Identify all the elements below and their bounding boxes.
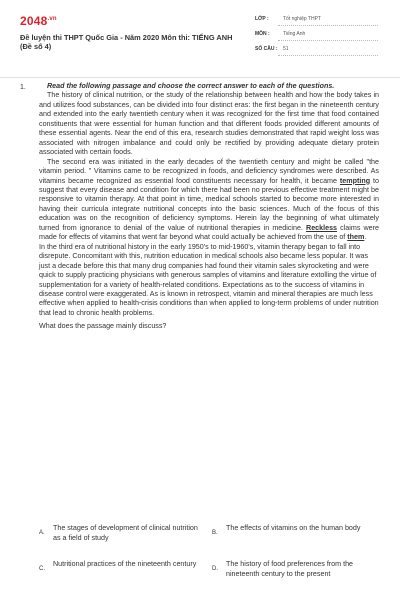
option-text: The history of food preferences from the nineteenth century to the present — [226, 560, 354, 578]
meta-count-key: SỐ CÂU : — [255, 46, 278, 52]
instruction: Read the following passage and choose the correct answer to each of the questions. — [47, 82, 335, 90]
paragraph-text: claims were made for effects of vitamins that went far beyond what could actually be achieved from the use of — [39, 223, 379, 242]
meta-class-value: Tốt nghiệp THPT — [283, 16, 321, 22]
option-text: Nutritional practices of the nineteenth century — [53, 560, 197, 568]
exam-header — [0, 0, 400, 80]
meta-subject — [255, 31, 305, 37]
meta-divider — [278, 55, 378, 56]
paragraph-text: The second era was initiated in the early decades of the twentieth century and might be called "the vitamin period. " Vitamins came to be recognized in foods, and deficiency syndromes were described. As vitamins became recognized as essential food constituents necessary for health, it became — [39, 157, 379, 185]
question-content — [39, 82, 379, 332]
option-letter: A. — [39, 530, 45, 536]
exam-title: Đề luyện thi THPT Quốc Gia - Năm 2020 Môn thi: TIẾNG ANH (Đề số 4) — [20, 33, 233, 51]
highlighted-word-them: them — [347, 233, 365, 242]
option-letter: C. — [39, 566, 45, 572]
question-number: 1. — [20, 84, 26, 91]
option-letter: B. — [212, 530, 218, 536]
meta-count-value: 51 — [283, 46, 289, 52]
paragraph-text: to suggest that every disease and condition for which there had been no previous effective treatment might be responsive to vitamin therapy. At that point in time, medical schools started to become more interested in having their curricula integrate nutritional concepts into the basic sciences. Much of the focus of this education was on the recognition of deficiency symptoms. Herein lay the beginning of what ultimately turned from ignorance to denial of the value of nutritional therapies in medicine. — [39, 176, 379, 232]
meta-class-key: LỚP : — [255, 16, 269, 22]
passage-paragraph-2 — [39, 158, 379, 243]
option-letter: D. — [212, 566, 218, 572]
site-logo[interactable] — [20, 14, 57, 28]
meta-subject-value: Tiếng Anh — [283, 31, 306, 37]
meta-divider — [278, 40, 378, 41]
highlighted-word-tempting: tempting — [339, 176, 371, 185]
logo-suffix: .vn — [47, 16, 57, 22]
passage-paragraph-3: In the third era of nutritional history in the early 1950's to mid-1960's, vitamin therapy began to fall into disrepute. Concomitant with this, nutrition education in medical schools also became less popular. It was just a decade before this that many drug companies had found their vitamin sales skyrocketing and were quick to supply practicing physicians with generous samples of vitamins and literature extolling the virtue of supplementation for a variety of health-related conditions. Expectations as to the success of vitamins in disease control were exaggerated. As is known in retrospect, vitamin and mineral therapies are much less effective when applied to health-crisis conditions than when applied to long-term problems of under nutrition that lead to chronic health problems. — [39, 242, 379, 317]
meta-class — [255, 16, 321, 22]
header-divider — [0, 77, 400, 78]
meta-count — [255, 46, 289, 52]
logo-text: 2048 — [20, 14, 48, 28]
highlighted-word-reckless: Reckless — [306, 223, 338, 232]
passage-paragraph-1: The history of clinical nutrition, or the study of the relationship between health and how the body takes in and utilizes food substances, can be divided into four distinct eras: the first began in the nineteenth century and extended into the early twentieth century when it was recognized for the first time that food contained constituents that were essential for human function and that different foods provided different amounts of these essential agents. Near the end of this era, research studies demonstrated that rapid weight loss was associated with nitrogen imbalance and could only be rectified by providing adequate dietary protein associated with certain foods. — [39, 91, 379, 157]
question-prompt: What does the passage mainly discuss? — [39, 322, 167, 331]
option-text: The effects of vitamins on the human body — [226, 524, 361, 532]
meta-subject-key: MÔN : — [255, 31, 270, 37]
option-text: The stages of development of clinical nutrition as a field of study — [53, 524, 198, 542]
meta-divider — [278, 25, 378, 26]
paragraph-text: . — [364, 233, 367, 242]
